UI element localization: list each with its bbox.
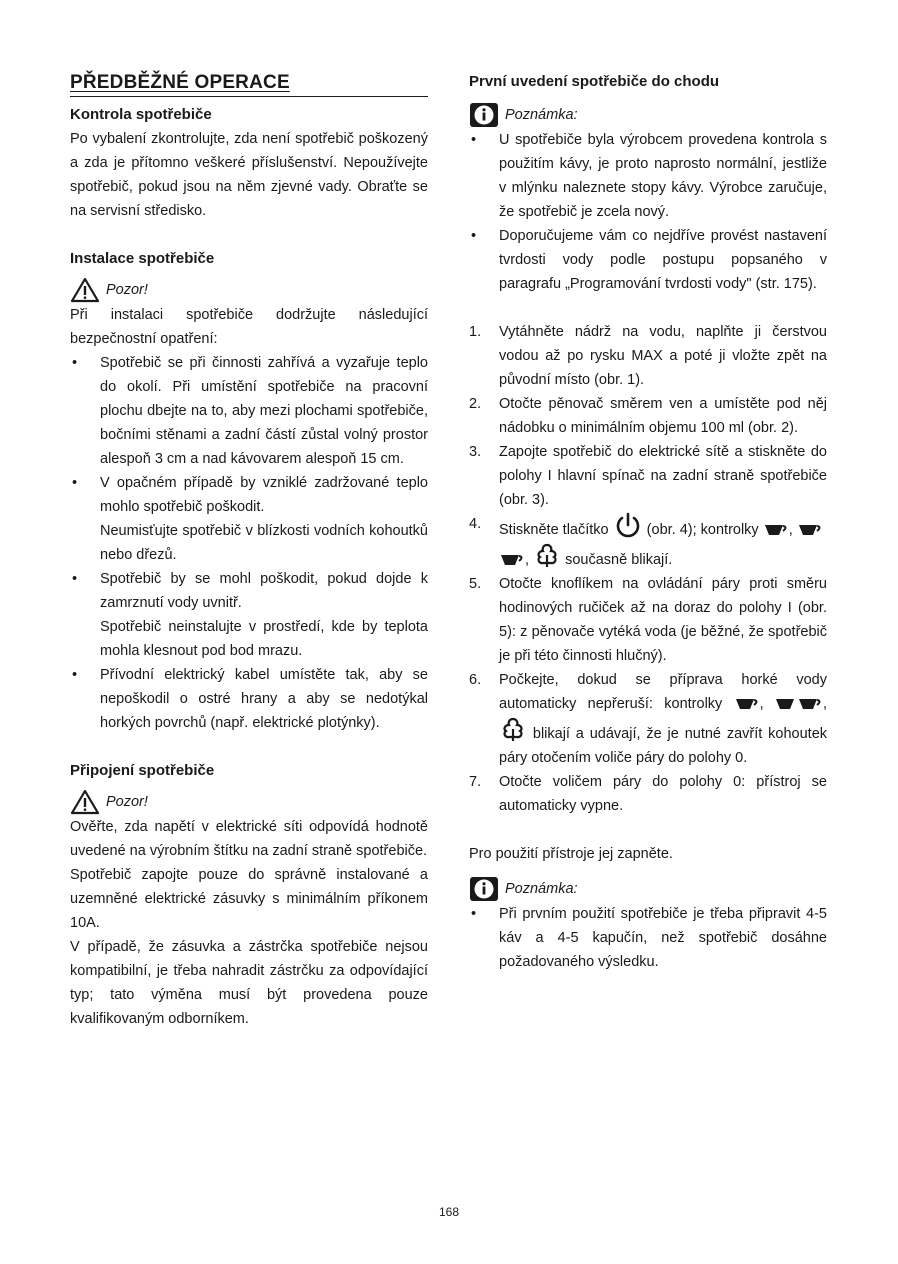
single-cup-icon <box>763 522 789 538</box>
list-item: • V opačném případě by vzniklé zadržované teplo mohlo spotřebič poškodit. Neumisťujte spotřebič v blízkosti vodních kohoutků nebo dřezů. <box>72 475 428 563</box>
warning-note <box>70 277 428 303</box>
pripojeni-text: Ověřte, zda napětí v elektrické síti odpovídá hodnotě uvedené na výrobním štítku na zadní straně spotřebiče. <box>70 819 428 859</box>
note-label: Poznámka: <box>505 107 578 123</box>
pripojeni-text: V případě, že zásuvka a zástrčka spotřebiče nejsou kompatibilní, je třeba nahradit zástrčku za odpovídající typ; tato výměna musí být provedena pouze kvalifikovaným odborníkem. <box>70 939 428 1027</box>
step-item: 2. Otočte pěnovač směrem ven a umístěte pod něj nádobku o minimálním objemu 100 ml (obr. 2). <box>469 396 827 436</box>
warning-triangle-icon <box>70 789 100 815</box>
step-item: 7. Otočte voličem páry do polohy 0: přístroj se automaticky vypne. <box>469 774 827 814</box>
list-item: • Přívodní elektrický kabel umístěte tak, aby se nepoškodil o ostré hrany a aby se nedotýkal horkých povrchů (např. elektrické plotýnky). <box>72 667 428 731</box>
page-title: PŘEDBĚŽNÉ OPERACE <box>70 70 428 97</box>
section-heading-prvni-uvedeni: První uvedení spotřebiče do chodu <box>469 73 720 90</box>
info-note <box>469 102 827 128</box>
section-heading-kontrola: Kontrola spotřebiče <box>70 106 212 123</box>
list-item: • Spotřebič se při činnosti zahřívá a vyzařuje teplo do okolí. Při umístění spotřebiče na pracovní plochu dbejte na to, aby mezi plochami spotřebiče, bočními stěnami a zadní částí zůstal volný prostor alespoň 3 cm a nad kávovarem alespoň 15 cm. <box>72 355 428 467</box>
double-cup-icon <box>775 696 823 712</box>
step-item: 3. Zapojte spotřebič do elektrické sítě a stiskněte do polohy I hlavní spínač na zadní straně spotřebiče (obr. 3). <box>469 444 827 508</box>
note-label: Poznámka: <box>505 881 578 897</box>
warning-label: Pozor! <box>106 794 148 810</box>
steps-list <box>469 320 827 818</box>
step-item: 4. Stiskněte tlačítko (obr. 4); kontrolky , , současně blikají. <box>469 512 827 572</box>
steam-icon <box>533 542 561 568</box>
instalace-list <box>70 351 428 735</box>
steam-icon <box>499 716 527 742</box>
list-item: • Doporučujeme vám co nejdříve provést nastavení tvrdosti vody podle postupu popsaného v paragrafu „Programování tvrdosti vody" (str. 175). <box>471 228 827 292</box>
single-cup-icon <box>734 696 760 712</box>
note2-list <box>469 902 827 974</box>
info-note <box>469 876 827 902</box>
instalace-intro: Při instalaci spotřebiče dodržujte následující bezpečnostní opatření: <box>70 307 428 347</box>
right-column <box>469 66 827 974</box>
pripojeni-text: Spotřebič zapojte pouze do správně instalované a uzemněné elektrické zásuvky s minimálním příkonem 10A. <box>70 867 428 931</box>
list-item: • U spotřebiče byla výrobcem provedena kontrola s použitím kávy, je proto naprosto normální, jestliže v mlýnku naleznete stopy kávy. Výrobce zaručuje, že spotřebič je zcela nový. <box>471 132 827 220</box>
step-item: 6. Počkejte, dokud se příprava horké vody automaticky nepřeruší: kontrolky , , blikají a udávají, že je nutné zavřít kohoutek páry otočením voliče páry do polohy 0. <box>469 672 828 766</box>
step-item: 1. Vytáhněte nádrž na vodu, naplňte ji čerstvou vodou až po rysku MAX a poté ji vložte zpět na původní místo (obr. 1). <box>469 324 827 388</box>
closing-text: Pro použití přístroje jej zapněte. <box>469 846 673 862</box>
section-heading-instalace: Instalace spotřebiče <box>70 250 215 267</box>
kontrola-text: Po vybalení zkontrolujte, zda není spotřebič poškozený a zda je přítomno veškeré příslušenství. Nepoužívejte spotřebič, pokud jsou na něm zjevné vady. Obraťte se na servisní středisko. <box>70 131 428 219</box>
list-item: • Při prvním použití spotřebiče je třeba připravit 4-5 káv a 4-5 kapučín, než spotřebič dosáhne požadovaného výsledku. <box>471 906 827 970</box>
warning-label: Pozor! <box>106 282 148 298</box>
single-cup-icon <box>797 522 823 538</box>
warning-triangle-icon <box>70 277 100 303</box>
left-column <box>70 66 428 1031</box>
warning-note <box>70 789 428 815</box>
step-item: 5. Otočte knoflíkem na ovládání páry proti směru hodinových ručiček až na doraz do polohy I (obr. 5): z pěnovače vytéká voda (je běžné, že spotřebič je při této činnosti hlučný). <box>469 576 827 664</box>
power-button-icon <box>613 512 643 538</box>
info-icon <box>469 102 499 128</box>
page-number: 168 <box>438 1205 460 1219</box>
list-item: • Spotřebič by se mohl poškodit, pokud dojde k zamrznutí vody uvnitř. Spotřebič neinstalujte v prostředí, kde by teplota mohla klesnout pod bod mrazu. <box>72 571 428 659</box>
section-heading-pripojeni: Připojení spotřebiče <box>70 762 215 779</box>
info-icon <box>469 876 499 902</box>
single-cup-icon <box>499 552 525 568</box>
note1-list <box>469 128 827 296</box>
